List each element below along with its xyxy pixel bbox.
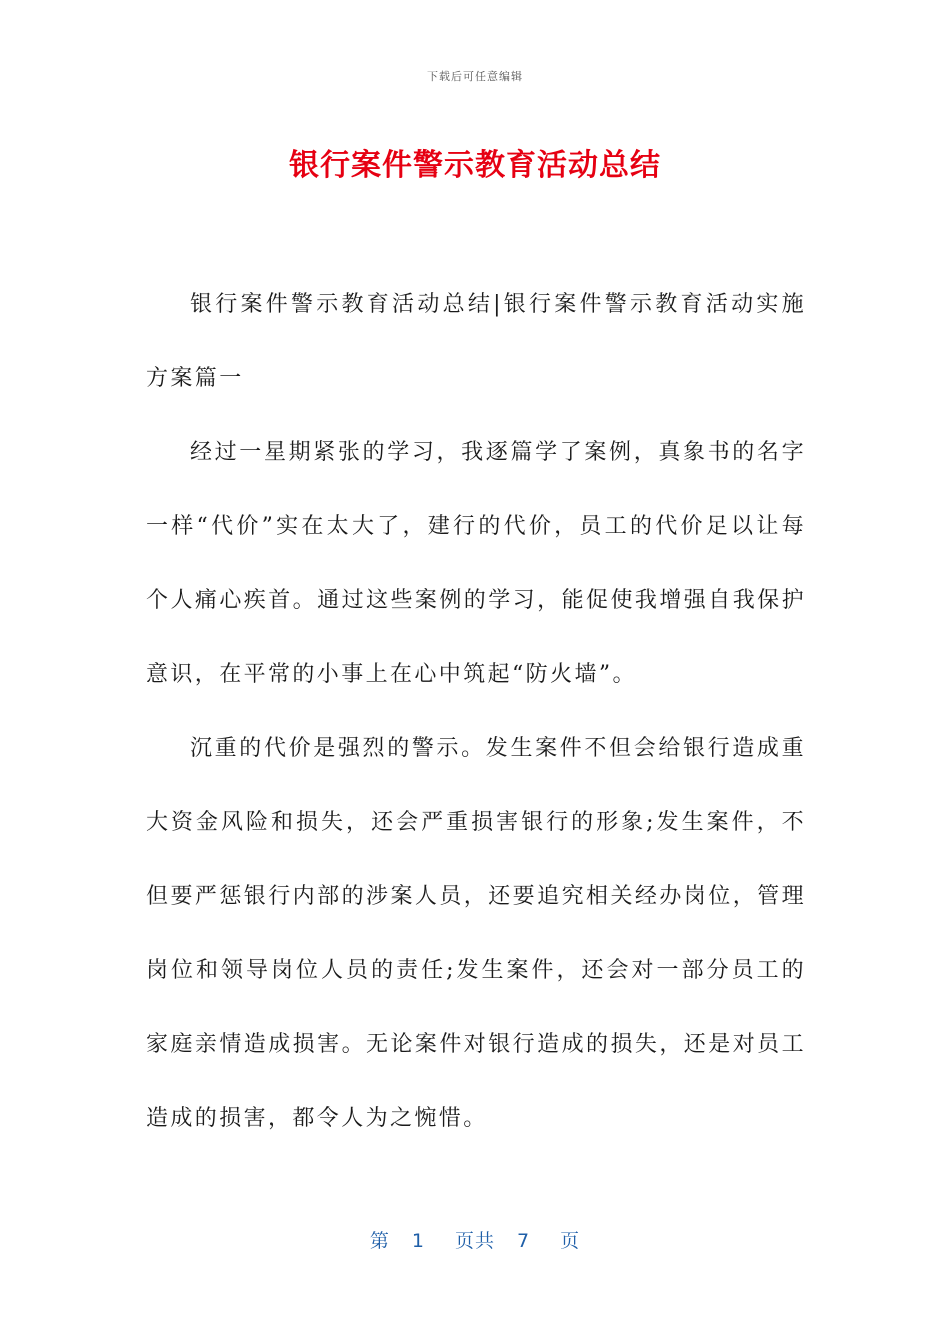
paragraph: 经过一星期紧张的学习，我逐篇学了案例，真象书的名字一样“代价”实在太大了，建行的代价，员工的代价足以让每个人痛心疾首。通过这些案例的学习，能促使我增强自我保护意识，在平常的小事上在心中筑起“防火墙”。 [146, 440, 806, 687]
paragraph-heading: 银行案件警示教育活动总结|银行案件警示教育活动实施方案篇一 [146, 292, 806, 391]
document-body [146, 268, 806, 1156]
page-footer [0, 1226, 950, 1253]
page-suffix: 页 [560, 1230, 581, 1252]
paragraph: 沉重的代价是强烈的警示。发生案件不但会给银行造成重大资金风险和损失，还会严重损害银行的形象;发生案件，不但要严惩银行内部的涉案人员，还要追究相关经办岗位，管理岗位和领导岗位人员的责任;发生案件，还会对一部分员工的家庭亲情造成损害。无论案件对银行造成的损失，还是对员工造成的损害，都令人为之惋惜。 [146, 736, 806, 1131]
page-middle: 页共 [454, 1230, 495, 1252]
document-title: 银行案件警示教育活动总结 [289, 148, 661, 183]
header-note: 下载后可任意编辑 [427, 70, 523, 83]
page-number: 1 [411, 1230, 425, 1252]
page-total: 7 [517, 1230, 531, 1252]
page-prefix: 第 [369, 1230, 390, 1252]
